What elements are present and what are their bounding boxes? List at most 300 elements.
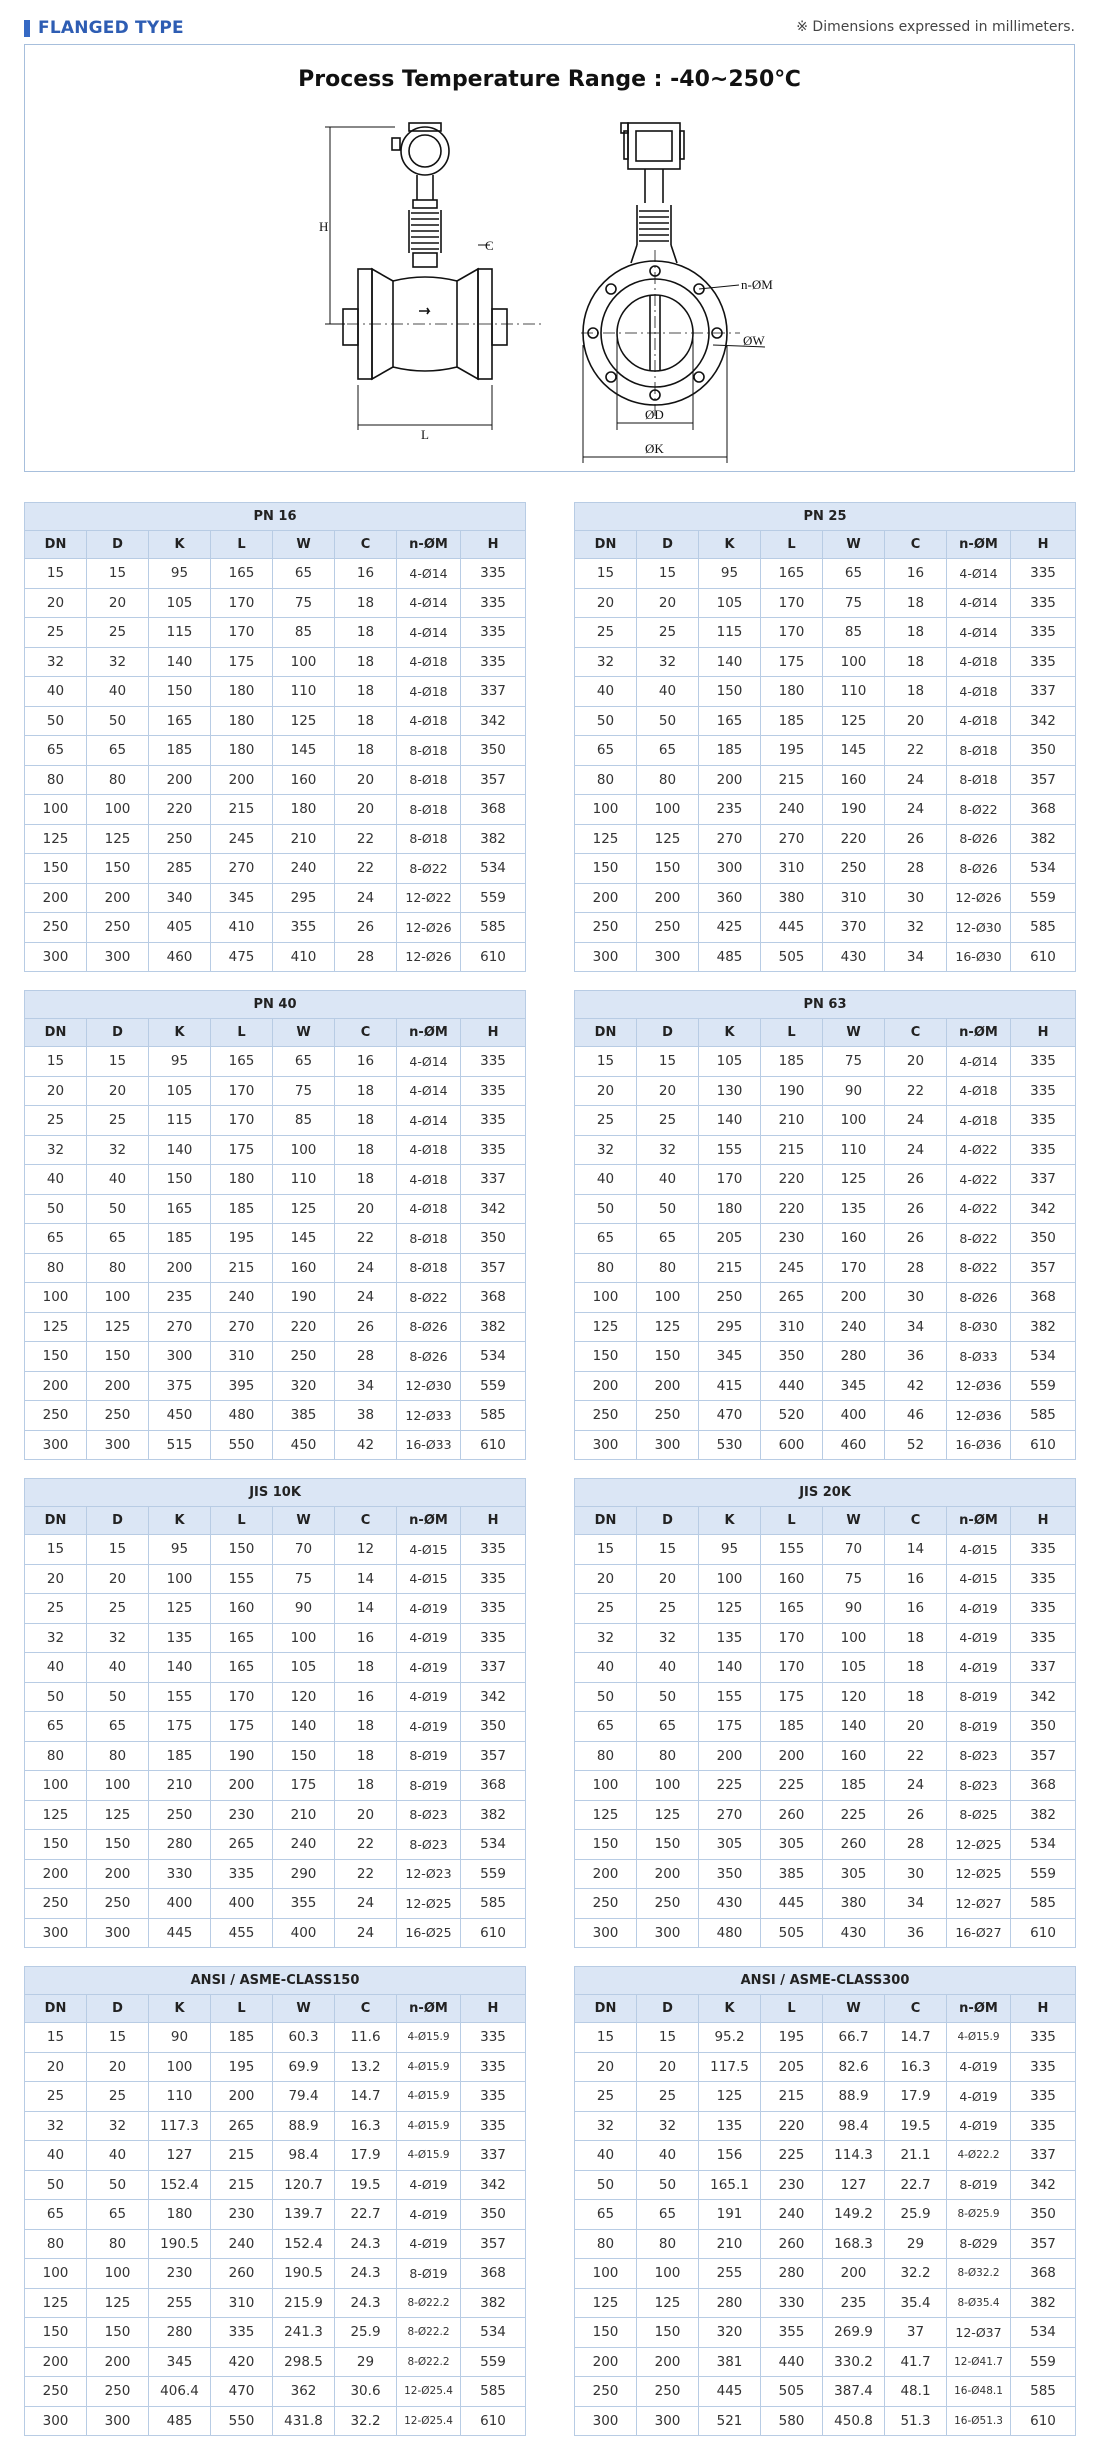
table-cell: 38 bbox=[335, 1401, 397, 1431]
table-cell: 75 bbox=[273, 588, 335, 618]
table-title: JIS 20K bbox=[575, 1479, 1076, 1507]
table-cell: 534 bbox=[1011, 854, 1076, 884]
table-cell: 125 bbox=[273, 1194, 335, 1224]
table-cell: 170 bbox=[823, 1253, 885, 1283]
table-row bbox=[25, 2406, 526, 2436]
table-cell: 40 bbox=[87, 1165, 149, 1195]
table-cell: 150 bbox=[25, 1342, 87, 1372]
table-cell: 4-Ø15.9 bbox=[397, 2052, 461, 2082]
table-cell: 165 bbox=[211, 1623, 273, 1653]
table-cell: 8-Ø22 bbox=[397, 1283, 461, 1313]
table-cell: 220 bbox=[761, 1165, 823, 1195]
table-cell: 355 bbox=[761, 2318, 823, 2348]
column-header: L bbox=[211, 531, 273, 559]
table-cell: 200 bbox=[87, 1859, 149, 1889]
table-cell: 80 bbox=[637, 1253, 699, 1283]
table-row bbox=[575, 588, 1076, 618]
table-cell: 34 bbox=[885, 1889, 947, 1919]
table-cell: 150 bbox=[87, 2318, 149, 2348]
table-cell: 305 bbox=[761, 1830, 823, 1860]
table-cell: 105 bbox=[699, 588, 761, 618]
table-row bbox=[575, 2200, 1076, 2230]
table-cell: 337 bbox=[461, 2141, 526, 2171]
table-row bbox=[575, 765, 1076, 795]
table-cell: 8-Ø22.2 bbox=[397, 2347, 461, 2377]
dimension-table bbox=[24, 1478, 526, 1948]
table-row bbox=[25, 2318, 526, 2348]
table-cell: 100 bbox=[575, 2259, 637, 2289]
table-cell: 15 bbox=[25, 559, 87, 589]
table-cell: 215 bbox=[761, 1135, 823, 1165]
table-cell: 18 bbox=[885, 1653, 947, 1683]
table-cell: 18 bbox=[885, 588, 947, 618]
table-cell: 32.2 bbox=[335, 2406, 397, 2436]
table-cell: 230 bbox=[211, 2200, 273, 2230]
table-cell: 200 bbox=[25, 1859, 87, 1889]
table-cell: 12-Ø37 bbox=[947, 2318, 1011, 2348]
table-row bbox=[25, 795, 526, 825]
table-row bbox=[25, 2141, 526, 2171]
table-cell: 200 bbox=[637, 2347, 699, 2377]
table-cell: 20 bbox=[335, 795, 397, 825]
table-cell: 250 bbox=[87, 2377, 149, 2407]
table-cell: 431.8 bbox=[273, 2406, 335, 2436]
table-cell: 310 bbox=[761, 854, 823, 884]
table-row bbox=[575, 2141, 1076, 2171]
table-cell: 15 bbox=[637, 2023, 699, 2053]
table-cell: 335 bbox=[1011, 588, 1076, 618]
column-header: H bbox=[1011, 1019, 1076, 1047]
table-cell: 357 bbox=[461, 1741, 526, 1771]
table-cell: 335 bbox=[461, 1047, 526, 1077]
table-cell: 8-Ø26 bbox=[947, 824, 1011, 854]
table-cell: 125 bbox=[637, 1312, 699, 1342]
table-cell: 215 bbox=[211, 795, 273, 825]
table-row bbox=[575, 1830, 1076, 1860]
table-row bbox=[25, 1889, 526, 1919]
table-cell: 170 bbox=[211, 1682, 273, 1712]
label-nm: n-ØM bbox=[741, 277, 773, 292]
table-cell: 15 bbox=[87, 2023, 149, 2053]
table-cell: 250 bbox=[25, 2377, 87, 2407]
table-cell: 210 bbox=[149, 1771, 211, 1801]
table-row bbox=[575, 824, 1076, 854]
table-cell: 170 bbox=[211, 618, 273, 648]
table-cell: 310 bbox=[823, 883, 885, 913]
table-cell: 200 bbox=[575, 1371, 637, 1401]
table-cell: 8-Ø18 bbox=[947, 765, 1011, 795]
table-cell: 357 bbox=[461, 765, 526, 795]
table-cell: 100 bbox=[575, 795, 637, 825]
table-cell: 40 bbox=[87, 2141, 149, 2171]
table-row bbox=[575, 2082, 1076, 2112]
table-cell: 82.6 bbox=[823, 2052, 885, 2082]
table-cell: 382 bbox=[461, 1312, 526, 1342]
table-cell: 95.2 bbox=[699, 2023, 761, 2053]
table-cell: 15 bbox=[575, 559, 637, 589]
table-cell: 22 bbox=[885, 1076, 947, 1106]
table-cell: 250 bbox=[149, 824, 211, 854]
table-cell: 85 bbox=[273, 618, 335, 648]
table-cell: 335 bbox=[461, 2111, 526, 2141]
table-cell: 534 bbox=[461, 1830, 526, 1860]
table-cell: 140 bbox=[273, 1712, 335, 1742]
table-row bbox=[25, 883, 526, 913]
table-cell: 165.1 bbox=[699, 2170, 761, 2200]
table-cell: 150 bbox=[149, 1165, 211, 1195]
table-cell: 20 bbox=[637, 1076, 699, 1106]
table-cell: 150 bbox=[25, 1830, 87, 1860]
table-cell: 4-Ø14 bbox=[947, 559, 1011, 589]
table-cell: 25 bbox=[25, 1106, 87, 1136]
table-cell: 145 bbox=[273, 1224, 335, 1254]
table-cell: 320 bbox=[699, 2318, 761, 2348]
table-cell: 195 bbox=[211, 1224, 273, 1254]
table-cell: 46 bbox=[885, 1401, 947, 1431]
table-cell: 24 bbox=[885, 1106, 947, 1136]
table-cell: 265 bbox=[211, 2111, 273, 2141]
table-cell: 185 bbox=[823, 1771, 885, 1801]
table-cell: 190.5 bbox=[273, 2259, 335, 2289]
table-cell: 65 bbox=[25, 1712, 87, 1742]
table-cell: 100 bbox=[25, 2259, 87, 2289]
table-cell: 25 bbox=[637, 618, 699, 648]
table-cell: 250 bbox=[575, 1889, 637, 1919]
table-cell: 559 bbox=[461, 1371, 526, 1401]
table-cell: 18 bbox=[885, 1682, 947, 1712]
table-cell: 12-Ø36 bbox=[947, 1371, 1011, 1401]
table-row bbox=[575, 1430, 1076, 1460]
table-cell: 20 bbox=[25, 1076, 87, 1106]
table-cell: 210 bbox=[273, 1800, 335, 1830]
table-row bbox=[25, 1741, 526, 1771]
dimension-table bbox=[574, 1966, 1076, 2436]
table-cell: 368 bbox=[461, 2259, 526, 2289]
table-cell: 4-Ø19 bbox=[947, 2111, 1011, 2141]
table-cell: 150 bbox=[87, 1342, 149, 1372]
table-cell: 110 bbox=[273, 1165, 335, 1195]
table-cell: 175 bbox=[761, 647, 823, 677]
table-cell: 170 bbox=[211, 1076, 273, 1106]
table-cell: 16-Ø27 bbox=[947, 1918, 1011, 1948]
table-row bbox=[25, 1135, 526, 1165]
table-cell: 100 bbox=[637, 795, 699, 825]
table-cell: 470 bbox=[211, 2377, 273, 2407]
table-cell: 100 bbox=[273, 1623, 335, 1653]
table-cell: 269.9 bbox=[823, 2318, 885, 2348]
table-cell: 12-Ø25 bbox=[947, 1859, 1011, 1889]
table-cell: 150 bbox=[637, 1830, 699, 1860]
table-cell: 305 bbox=[699, 1830, 761, 1860]
table-cell: 160 bbox=[823, 1224, 885, 1254]
table-cell: 139.7 bbox=[273, 2200, 335, 2230]
units-note: ※ Dimensions expressed in millimeters. bbox=[796, 19, 1075, 35]
table-cell: 150 bbox=[273, 1741, 335, 1771]
column-header: D bbox=[637, 1019, 699, 1047]
table-cell: 15 bbox=[25, 1047, 87, 1077]
column-header: n-ØM bbox=[397, 1995, 461, 2023]
table-cell: 125 bbox=[575, 2288, 637, 2318]
table-cell: 18 bbox=[335, 1771, 397, 1801]
table-cell: 65 bbox=[87, 736, 149, 766]
table-cell: 4-Ø19 bbox=[947, 1623, 1011, 1653]
table-cell: 120.7 bbox=[273, 2170, 335, 2200]
table-cell: 115 bbox=[149, 1106, 211, 1136]
table-cell: 175 bbox=[761, 1682, 823, 1712]
table-cell: 100 bbox=[637, 1771, 699, 1801]
table-cell: 18 bbox=[335, 1165, 397, 1195]
table-cell: 105 bbox=[149, 588, 211, 618]
table-cell: 25.9 bbox=[885, 2200, 947, 2230]
table-row bbox=[25, 706, 526, 736]
column-header: D bbox=[87, 531, 149, 559]
table-cell: 50 bbox=[637, 706, 699, 736]
table-cell: 382 bbox=[1011, 824, 1076, 854]
table-cell: 335 bbox=[461, 1076, 526, 1106]
table-cell: 100 bbox=[637, 1283, 699, 1313]
table-cell: 270 bbox=[211, 854, 273, 884]
table-row bbox=[575, 1594, 1076, 1624]
table-cell: 320 bbox=[273, 1371, 335, 1401]
table-row bbox=[25, 1253, 526, 1283]
table-cell: 240 bbox=[823, 1312, 885, 1342]
table-cell: 40 bbox=[575, 1165, 637, 1195]
table-cell: 42 bbox=[885, 1371, 947, 1401]
table-cell: 12-Ø26 bbox=[397, 942, 461, 972]
table-cell: 165 bbox=[149, 1194, 211, 1224]
table-cell: 400 bbox=[273, 1918, 335, 1948]
table-cell: 12-Ø26 bbox=[397, 913, 461, 943]
table-cell: 65 bbox=[25, 2200, 87, 2230]
table-cell: 8-Ø18 bbox=[397, 795, 461, 825]
table-cell: 25 bbox=[575, 2082, 637, 2112]
table-row bbox=[25, 1430, 526, 1460]
table-cell: 40 bbox=[575, 1653, 637, 1683]
table-cell: 250 bbox=[637, 913, 699, 943]
table-cell: 335 bbox=[1011, 2082, 1076, 2112]
table-cell: 32.2 bbox=[885, 2259, 947, 2289]
column-header: L bbox=[211, 1507, 273, 1535]
table-cell: 480 bbox=[699, 1918, 761, 1948]
column-header: L bbox=[761, 1019, 823, 1047]
table-cell: 250 bbox=[637, 2377, 699, 2407]
table-cell: 65 bbox=[87, 1712, 149, 1742]
table-cell: 475 bbox=[211, 942, 273, 972]
column-header: K bbox=[149, 1995, 211, 2023]
column-header: C bbox=[885, 1507, 947, 1535]
table-row bbox=[25, 1682, 526, 1712]
table-cell: 65 bbox=[25, 736, 87, 766]
table-cell: 80 bbox=[25, 1253, 87, 1283]
table-cell: 156 bbox=[699, 2141, 761, 2171]
table-cell: 12-Ø30 bbox=[947, 913, 1011, 943]
table-cell: 305 bbox=[823, 1859, 885, 1889]
table-cell: 260 bbox=[761, 1800, 823, 1830]
table-cell: 250 bbox=[575, 1401, 637, 1431]
table-cell: 12-Ø25.4 bbox=[397, 2406, 461, 2436]
table-cell: 4-Ø14 bbox=[947, 618, 1011, 648]
table-cell: 50 bbox=[25, 1682, 87, 1712]
table-row bbox=[575, 1106, 1076, 1136]
table-cell: 12-Ø25 bbox=[397, 1889, 461, 1919]
table-cell: 8-Ø22 bbox=[397, 854, 461, 884]
table-cell: 80 bbox=[637, 2229, 699, 2259]
table-cell: 300 bbox=[699, 854, 761, 884]
table-cell: 24 bbox=[335, 1253, 397, 1283]
table-cell: 8-Ø18 bbox=[397, 736, 461, 766]
table-cell: 20 bbox=[335, 765, 397, 795]
table-cell: 24 bbox=[885, 765, 947, 795]
table-cell: 65 bbox=[575, 1224, 637, 1254]
table-cell: 16-Ø36 bbox=[947, 1430, 1011, 1460]
table-cell: 335 bbox=[461, 559, 526, 589]
table-cell: 250 bbox=[273, 1342, 335, 1372]
table-cell: 210 bbox=[761, 1106, 823, 1136]
table-cell: 8-Ø23 bbox=[947, 1771, 1011, 1801]
table-cell: 32 bbox=[575, 1135, 637, 1165]
table-row bbox=[25, 1712, 526, 1742]
table-cell: 170 bbox=[761, 1653, 823, 1683]
table-cell: 16 bbox=[335, 1047, 397, 1077]
table-cell: 470 bbox=[699, 1401, 761, 1431]
table-cell: 15 bbox=[87, 1047, 149, 1077]
table-cell: 4-Ø22 bbox=[947, 1194, 1011, 1224]
table-cell: 155 bbox=[699, 1135, 761, 1165]
column-header: W bbox=[823, 531, 885, 559]
table-cell: 382 bbox=[1011, 1800, 1076, 1830]
table-row bbox=[575, 1135, 1076, 1165]
column-header: D bbox=[637, 1995, 699, 2023]
column-header: D bbox=[87, 1507, 149, 1535]
table-cell: 150 bbox=[637, 2318, 699, 2348]
table-cell: 4-Ø18 bbox=[397, 1165, 461, 1195]
table-cell: 18 bbox=[335, 1712, 397, 1742]
table-cell: 135 bbox=[823, 1194, 885, 1224]
table-cell: 445 bbox=[149, 1918, 211, 1948]
table-cell: 18 bbox=[335, 1135, 397, 1165]
table-cell: 15 bbox=[87, 1535, 149, 1565]
table-cell: 50 bbox=[637, 1194, 699, 1224]
column-header: DN bbox=[25, 1995, 87, 2023]
table-row bbox=[25, 736, 526, 766]
table-row bbox=[575, 1401, 1076, 1431]
table-cell: 191 bbox=[699, 2200, 761, 2230]
column-header: K bbox=[699, 1995, 761, 2023]
table-cell: 380 bbox=[823, 1889, 885, 1919]
table-cell: 69.9 bbox=[273, 2052, 335, 2082]
label-d: ØD bbox=[645, 407, 664, 422]
table-cell: 29 bbox=[335, 2347, 397, 2377]
table-row bbox=[25, 765, 526, 795]
table-cell: 225 bbox=[699, 1771, 761, 1801]
table-cell: 14.7 bbox=[885, 2023, 947, 2053]
column-header: C bbox=[885, 1019, 947, 1047]
table-cell: 300 bbox=[575, 1430, 637, 1460]
table-cell: 460 bbox=[823, 1430, 885, 1460]
table-cell: 260 bbox=[211, 2259, 273, 2289]
table-row bbox=[25, 2229, 526, 2259]
table-cell: 8-Ø32.2 bbox=[947, 2259, 1011, 2289]
table-cell: 195 bbox=[211, 2052, 273, 2082]
table-cell: 270 bbox=[211, 1312, 273, 1342]
table-cell: 335 bbox=[461, 1564, 526, 1594]
table-cell: 420 bbox=[211, 2347, 273, 2377]
table-cell: 22 bbox=[335, 854, 397, 884]
table-cell: 8-Ø18 bbox=[397, 765, 461, 795]
table-cell: 210 bbox=[699, 2229, 761, 2259]
table-cell: 16 bbox=[885, 1564, 947, 1594]
table-cell: 20 bbox=[575, 1564, 637, 1594]
table-cell: 382 bbox=[1011, 2288, 1076, 2318]
table-cell: 20 bbox=[25, 1564, 87, 1594]
table-cell: 175 bbox=[211, 1135, 273, 1165]
table-cell: 200 bbox=[575, 1859, 637, 1889]
table-cell: 345 bbox=[211, 883, 273, 913]
table-cell: 400 bbox=[211, 1889, 273, 1919]
table-cell: 335 bbox=[1011, 1106, 1076, 1136]
table-cell: 559 bbox=[461, 883, 526, 913]
table-cell: 4-Ø22.2 bbox=[947, 2141, 1011, 2171]
table-cell: 335 bbox=[461, 1623, 526, 1653]
table-cell: 4-Ø18 bbox=[947, 1106, 1011, 1136]
table-cell: 335 bbox=[1011, 2052, 1076, 2082]
table-cell: 50 bbox=[637, 1682, 699, 1712]
table-row bbox=[575, 2259, 1076, 2289]
table-cell: 430 bbox=[823, 1918, 885, 1948]
table-cell: 16 bbox=[335, 1623, 397, 1653]
table-cell: 270 bbox=[149, 1312, 211, 1342]
table-cell: 125 bbox=[87, 1312, 149, 1342]
front-view bbox=[581, 123, 765, 463]
table-cell: 40 bbox=[575, 2141, 637, 2171]
column-header: L bbox=[761, 531, 823, 559]
table-cell: 280 bbox=[149, 2318, 211, 2348]
table-cell: 145 bbox=[823, 736, 885, 766]
table-cell: 8-Ø29 bbox=[947, 2229, 1011, 2259]
table-cell: 368 bbox=[1011, 1283, 1076, 1313]
table-cell: 20 bbox=[25, 588, 87, 618]
table-cell: 195 bbox=[761, 736, 823, 766]
table-cell: 357 bbox=[1011, 765, 1076, 795]
table-cell: 215 bbox=[761, 2082, 823, 2112]
table-cell: 100 bbox=[273, 647, 335, 677]
table-cell: 15 bbox=[575, 1535, 637, 1565]
table-cell: 22.7 bbox=[335, 2200, 397, 2230]
table-cell: 66.7 bbox=[823, 2023, 885, 2053]
table-cell: 18 bbox=[335, 1653, 397, 1683]
table-cell: 140 bbox=[149, 1135, 211, 1165]
table-cell: 585 bbox=[461, 913, 526, 943]
table-cell: 25 bbox=[637, 1594, 699, 1624]
table-row bbox=[575, 618, 1076, 648]
table-cell: 200 bbox=[25, 1371, 87, 1401]
column-header: C bbox=[885, 531, 947, 559]
table-cell: 4-Ø14 bbox=[397, 588, 461, 618]
table-cell: 32 bbox=[25, 1623, 87, 1653]
table-cell: 505 bbox=[761, 1918, 823, 1948]
table-cell: 50 bbox=[87, 2170, 149, 2200]
table-cell: 149.2 bbox=[823, 2200, 885, 2230]
table-row bbox=[25, 2082, 526, 2112]
table-cell: 32 bbox=[575, 647, 637, 677]
table-cell: 4-Ø19 bbox=[397, 2200, 461, 2230]
table-cell: 79.4 bbox=[273, 2082, 335, 2112]
column-header: W bbox=[273, 1019, 335, 1047]
table-cell: 18 bbox=[335, 588, 397, 618]
table-cell: 335 bbox=[461, 1594, 526, 1624]
table-cell: 165 bbox=[699, 706, 761, 736]
table-cell: 170 bbox=[211, 588, 273, 618]
